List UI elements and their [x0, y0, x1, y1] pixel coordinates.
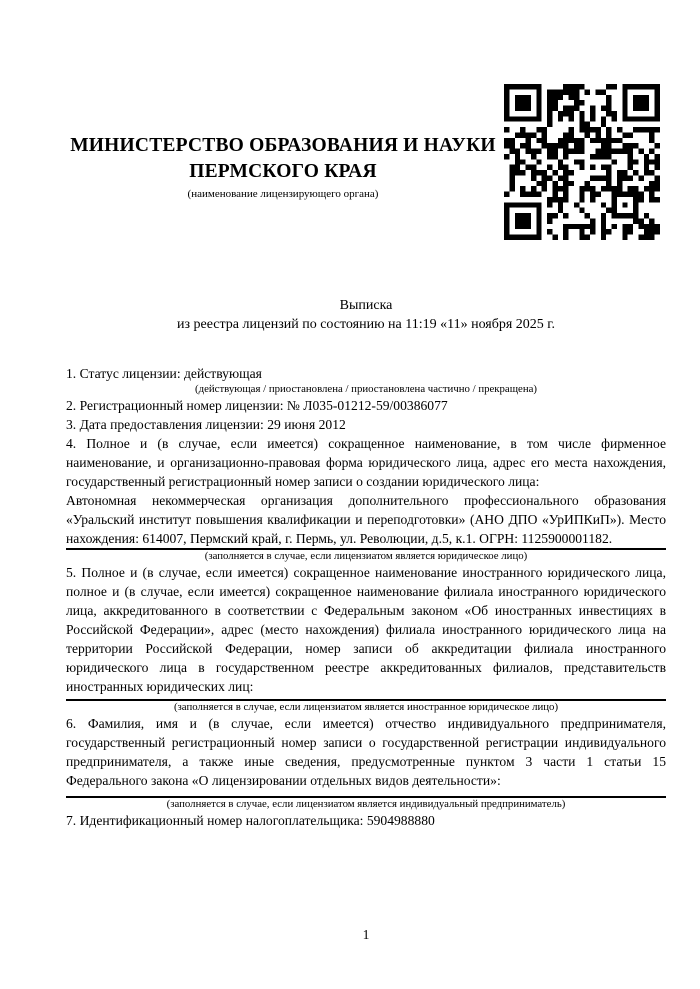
field-license-status	[66, 364, 666, 383]
legal-entity-caption: (заполняется в случае, если лицензиатом является юридическое лицо)	[204, 550, 528, 562]
document-title	[66, 297, 666, 334]
foreign-entity-caption: (заполняется в случае, если лицензиатом является иностранное юридическое лицо)	[173, 701, 559, 713]
field-registration-number-value: № Л035-01212-59/00386077	[286, 398, 448, 413]
field-grant-date-label: 3. Дата предоставления лицензии:	[66, 417, 264, 432]
section-foreign-entity	[66, 563, 666, 714]
ministry-name-line2: ПЕРМСКОГО КРАЯ	[189, 161, 377, 182]
field-inn	[66, 811, 666, 830]
section-individual-entrepreneur	[66, 714, 666, 811]
document-title-line1: Выписка	[339, 298, 393, 313]
page-number: 1	[362, 927, 370, 942]
foreign-entity-question: 5. Полное и (в случае, если имеется) сокращенное наименование иностранного юридического лица, полное и (в случае, если имеется) сокращенное наименование филиала иностранного юридического лица, аккредитованного в соответствии с Федеральным законом «Об иностранных инвестициях в Российской Федерации», адрес (место нахождения) филиала иностранного юридического лица на территории Российской Федерации, номер записи об аккредитации филиала иностранного юридического лица в государственном реестре аккредитованных филиалов, представительств иностранных юридических лиц:	[66, 565, 666, 694]
license-status-options-caption: (действующая / приостановлена / приостановлена частично / прекращена)	[195, 383, 537, 395]
document-title-line2: из реестра лицензий по состоянию на 11:19 «11» ноября 2025 г.	[177, 316, 555, 332]
legal-entity-answer: Автономная некоммерческая организация дополнительного профессионального образования «Уральский институт повышения квалификации и переподготовки» (АНО ДПО «УрИПКиП»). Место нахождения: 614007, Пермский край, г. Пермь, ул. Революции, д.5, к.1. ОГРН: 1125900001182.	[66, 493, 666, 546]
field-inn-label: 7. Идентификационный номер налогоплательщика:	[66, 813, 364, 828]
document-body	[66, 364, 666, 830]
field-registration-number	[66, 396, 666, 415]
ministry-name-line1: МИНИСТЕРСТВО ОБРАЗОВАНИЯ И НАУКИ	[70, 135, 496, 156]
field-grant-date	[66, 415, 666, 434]
field-grant-date-value: 29 июня 2012	[267, 417, 346, 432]
field-license-status-label: 1. Статус лицензии:	[66, 366, 181, 381]
field-inn-value: 5904988880	[366, 813, 435, 828]
section-legal-entity	[66, 434, 666, 563]
legal-entity-question: 4. Полное и (в случае, если имеется) сокращенное наименование, в том числе фирменное наименование, и организационно-правовая форма юридического лица, адрес его места нахождения, государственный регистрационный номер записи о создании юридического лица:	[66, 436, 666, 489]
individual-entrepreneur-question: 6. Фамилия, имя и (в случае, если имеется) отчество индивидуального предпринимателя, государственный регистрационный номер записи о государственной регистрации индивидуального предпринимателя, а также иные сведения, предусмотренные пунктом 3 части 1 статьи 15 Федерального закона «О лицензировании отдельных видов деятельности»:	[66, 716, 666, 788]
field-registration-number-label: 2. Регистрационный номер лицензии:	[66, 398, 284, 413]
ministry-caption: (наименование лицензирующего органа)	[187, 188, 379, 200]
individual-entrepreneur-caption: (заполняется в случае, если лицензиатом является индивидуальный предприниматель)	[166, 798, 566, 810]
field-license-status-value: действующая	[184, 366, 262, 381]
qr-code	[504, 84, 660, 240]
ministry-header	[66, 133, 500, 201]
